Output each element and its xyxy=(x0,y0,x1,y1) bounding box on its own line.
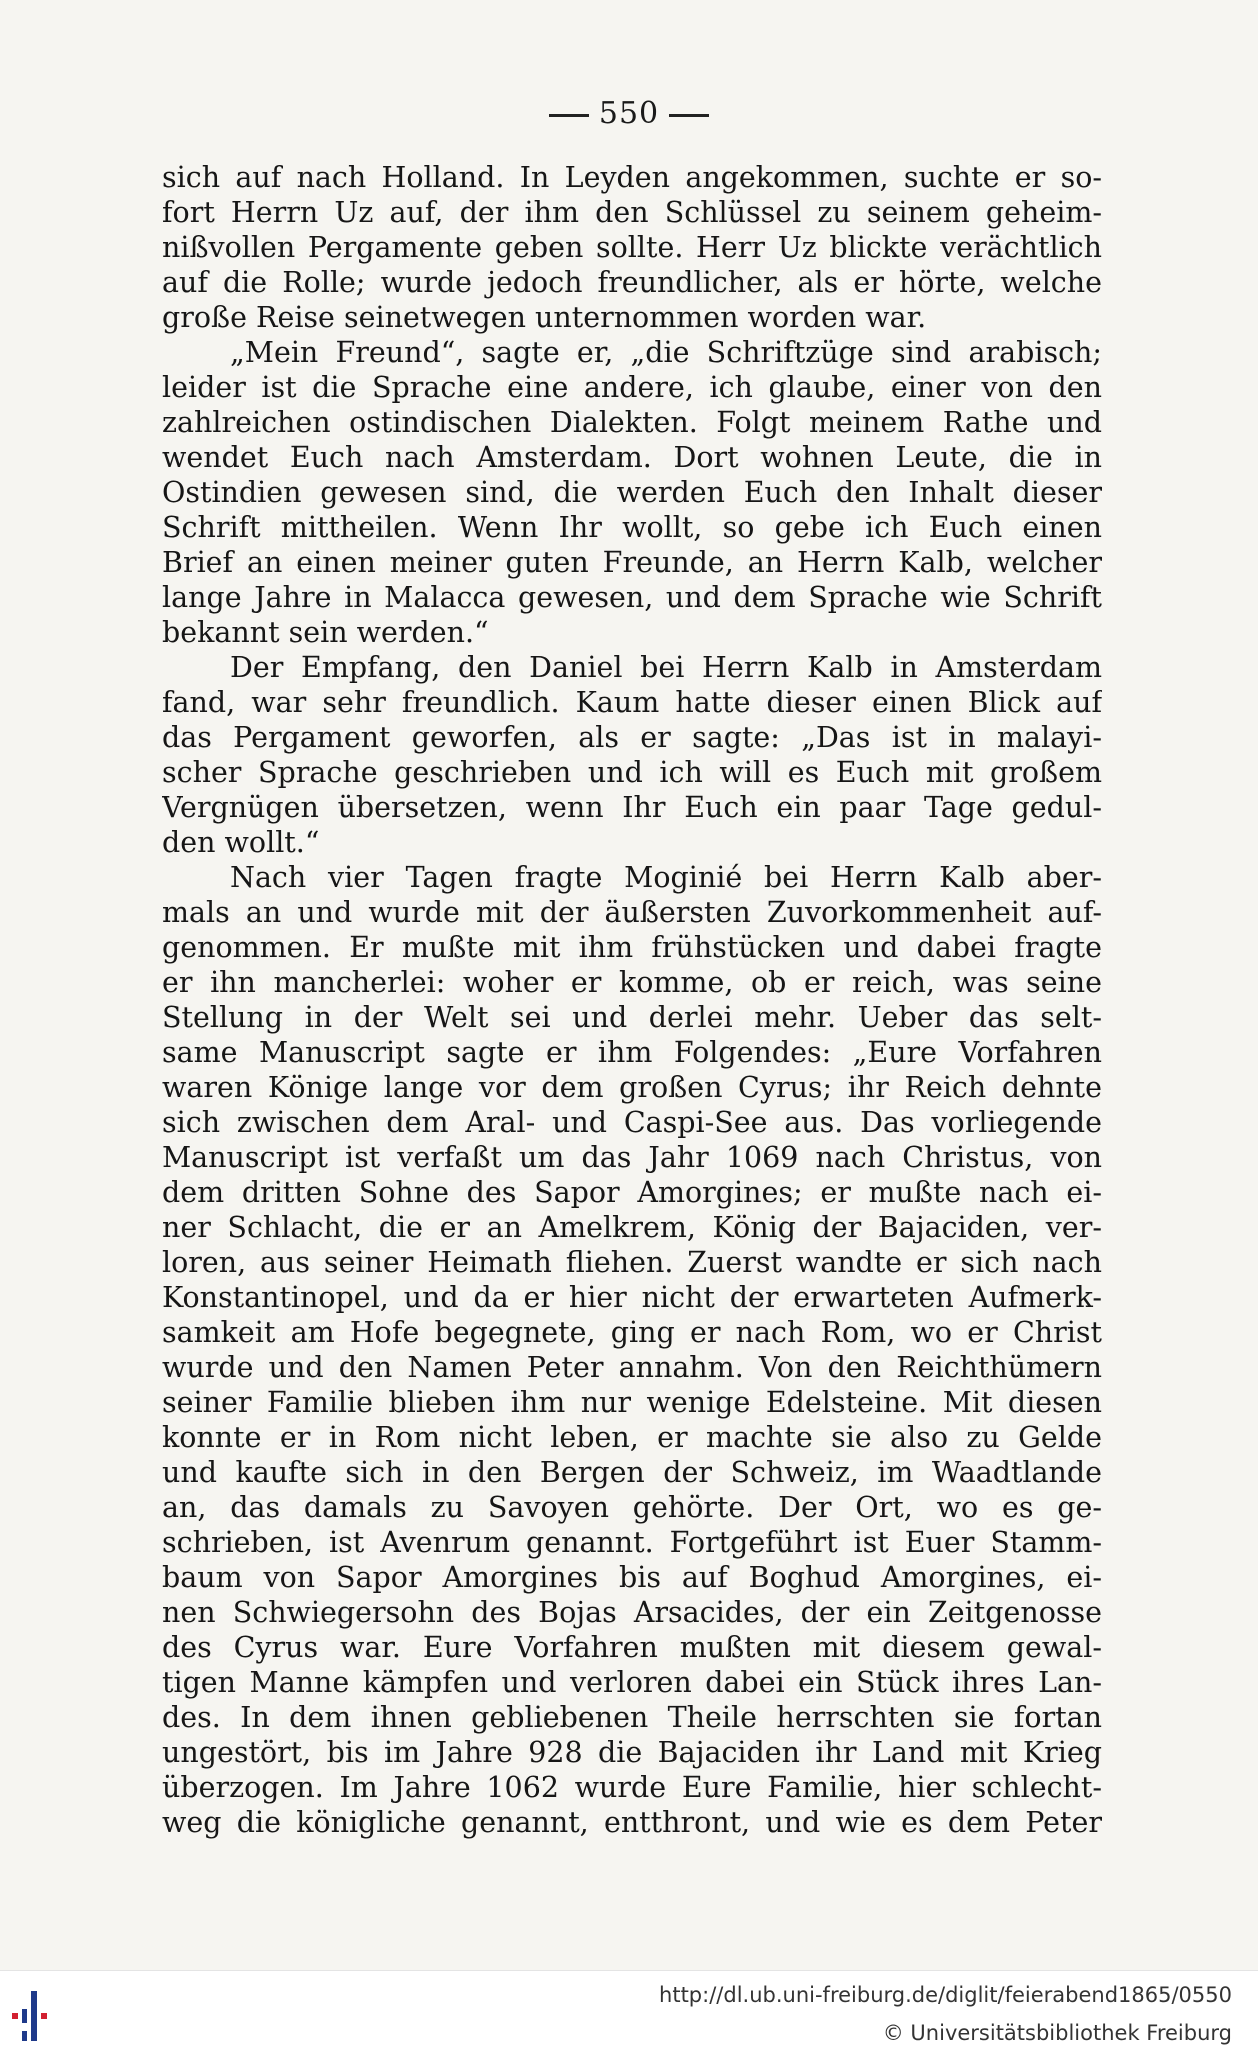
right-dash xyxy=(669,114,709,117)
text-line: des. In dem ihnen gebliebenen Theile herrschten sie fortan xyxy=(162,1701,1102,1734)
body-text xyxy=(162,160,1102,1840)
text-line: „Mein Freund“, sagte er, „die Schriftzüge sind arabisch; xyxy=(230,336,1102,369)
text-line: genommen. Er mußte mit ihm frühstücken und dabei fragte xyxy=(162,931,1102,964)
text-line: Stellung in der Welt sei und derlei mehr. Ueber das selt- xyxy=(162,1001,1102,1034)
text-line: wendet Euch nach Amsterdam. Dort wohnen Leute, die in xyxy=(162,441,1102,474)
text-line: an, das damals zu Savoyen gehörte. Der Ort, wo es ge- xyxy=(162,1491,1102,1524)
text-line: bekannt sein werden.“ xyxy=(162,616,489,649)
text-line: Konstantinopel, und da er hier nicht der erwarteten Aufmerk- xyxy=(162,1281,1102,1314)
text-line: auf die Rolle; wurde jedoch freundlicher, als er hörte, welche xyxy=(162,266,1102,299)
text-line: loren, aus seiner Heimath fliehen. Zuerst wandte er sich nach xyxy=(162,1246,1102,1279)
text-line: zahlreichen ostindischen Dialekten. Folgt meinem Rathe und xyxy=(162,406,1102,439)
text-line: Der Empfang, den Daniel bei Herrn Kalb in Amsterdam xyxy=(230,651,1102,684)
text-line: waren Könige lange vor dem großen Cyrus; ihr Reich dehnte xyxy=(162,1071,1102,1104)
text-line: sich auf nach Holland. In Leyden angekommen, suchte er so- xyxy=(162,161,1102,194)
text-line: leider ist die Sprache eine andere, ich glaube, einer von den xyxy=(162,371,1102,404)
text-line: dem dritten Sohne des Sapor Amorgines; er mußte nach ei- xyxy=(162,1176,1102,1209)
text-line: nen Schwiegersohn des Bojas Arsacides, der ein Zeitgenosse xyxy=(162,1596,1102,1629)
text-line: tigen Manne kämpfen und verloren dabei ein Stück ihres Lan- xyxy=(162,1666,1102,1699)
text-line: Manuscript ist verfaßt um das Jahr 1069 nach Christus, von xyxy=(162,1141,1102,1174)
page-number-header xyxy=(0,96,1258,131)
text-line: konnte er in Rom nicht leben, er machte sie also zu Gelde xyxy=(162,1421,1102,1454)
text-line: schrieben, ist Avenrum genannt. Fortgeführt ist Euer Stamm- xyxy=(162,1526,1102,1559)
text-line: same Manuscript sagte er ihm Folgendes: „Eure Vorfahren xyxy=(162,1036,1102,1069)
text-line: und kaufte sich in den Bergen der Schweiz, im Waadtlande xyxy=(162,1456,1102,1489)
text-line: Vergnügen übersetzen, wenn Ihr Euch ein paar Tage gedul- xyxy=(162,791,1102,824)
text-line: nißvollen Pergamente geben sollte. Herr Uz blickte verächtlich xyxy=(162,231,1102,264)
text-line: des Cyrus war. Eure Vorfahren mußten mit diesem gewal- xyxy=(162,1631,1102,1664)
text-line: überzogen. Im Jahre 1062 wurde Eure Familie, hier schlecht- xyxy=(162,1771,1102,1804)
text-line: Brief an einen meiner guten Freunde, an Herrn Kalb, welcher xyxy=(162,546,1102,579)
text-line: er ihn mancherlei: woher er komme, ob er reich, was seine xyxy=(162,966,1102,999)
text-line: den wollt.“ xyxy=(162,826,320,859)
left-dash xyxy=(549,114,589,117)
text-line: sich zwischen dem Aral- und Caspi-See aus. Das vorliegende xyxy=(162,1106,1102,1139)
text-line: weg die königliche genannt, entthront, und wie es dem Peter xyxy=(162,1806,1102,1839)
text-line: seiner Familie blieben ihm nur wenige Edelsteine. Mit diesen xyxy=(162,1386,1102,1419)
page-number: 550 xyxy=(598,96,660,131)
footer-bar xyxy=(0,1970,1258,2061)
text-line: mals an und wurde mit der äußersten Zuvorkommenheit auf- xyxy=(162,896,1102,929)
copyright-text: © Universitätsbibliothek Freiburg xyxy=(882,2021,1232,2045)
text-line: das Pergament geworfen, als er sagte: „Das ist in malayi- xyxy=(162,721,1102,754)
text-line: scher Sprache geschrieben und ich will es Euch mit großem xyxy=(162,756,1102,789)
text-line: ungestört, bis im Jahre 928 die Bajaciden ihr Land mit Krieg xyxy=(162,1736,1102,1769)
text-line: lange Jahre in Malacca gewesen, und dem Sprache wie Schrift xyxy=(162,581,1102,614)
text-line: Ostindien gewesen sind, die werden Euch den Inhalt dieser xyxy=(162,476,1102,509)
ub-freiburg-logo-icon[interactable] xyxy=(10,1979,50,2053)
text-line: wurde und den Namen Peter annahm. Von den Reichthümern xyxy=(162,1351,1102,1384)
text-line: Schrift mittheilen. Wenn Ihr wollt, so gebe ich Euch einen xyxy=(162,511,1102,544)
text-line: Nach vier Tagen fragte Moginié bei Herrn Kalb aber- xyxy=(230,861,1102,894)
text-line: fort Herrn Uz auf, der ihm den Schlüssel zu seinem geheim- xyxy=(162,196,1102,229)
text-line: fand, war sehr freundlich. Kaum hatte dieser einen Blick auf xyxy=(162,686,1102,719)
text-line: große Reise seinetwegen unternommen worden war. xyxy=(162,301,927,334)
text-line: baum von Sapor Amorgines bis auf Boghud Amorgines, ei- xyxy=(162,1561,1102,1594)
text-line: samkeit am Hofe begegnete, ging er nach Rom, wo er Christ xyxy=(162,1316,1102,1349)
text-line: ner Schlacht, die er an Amelkrem, König der Bajaciden, ver- xyxy=(162,1211,1102,1244)
source-url-link[interactable]: http://dl.ub.uni-freiburg.de/diglit/feierabend1865/0550 xyxy=(659,1983,1232,2007)
